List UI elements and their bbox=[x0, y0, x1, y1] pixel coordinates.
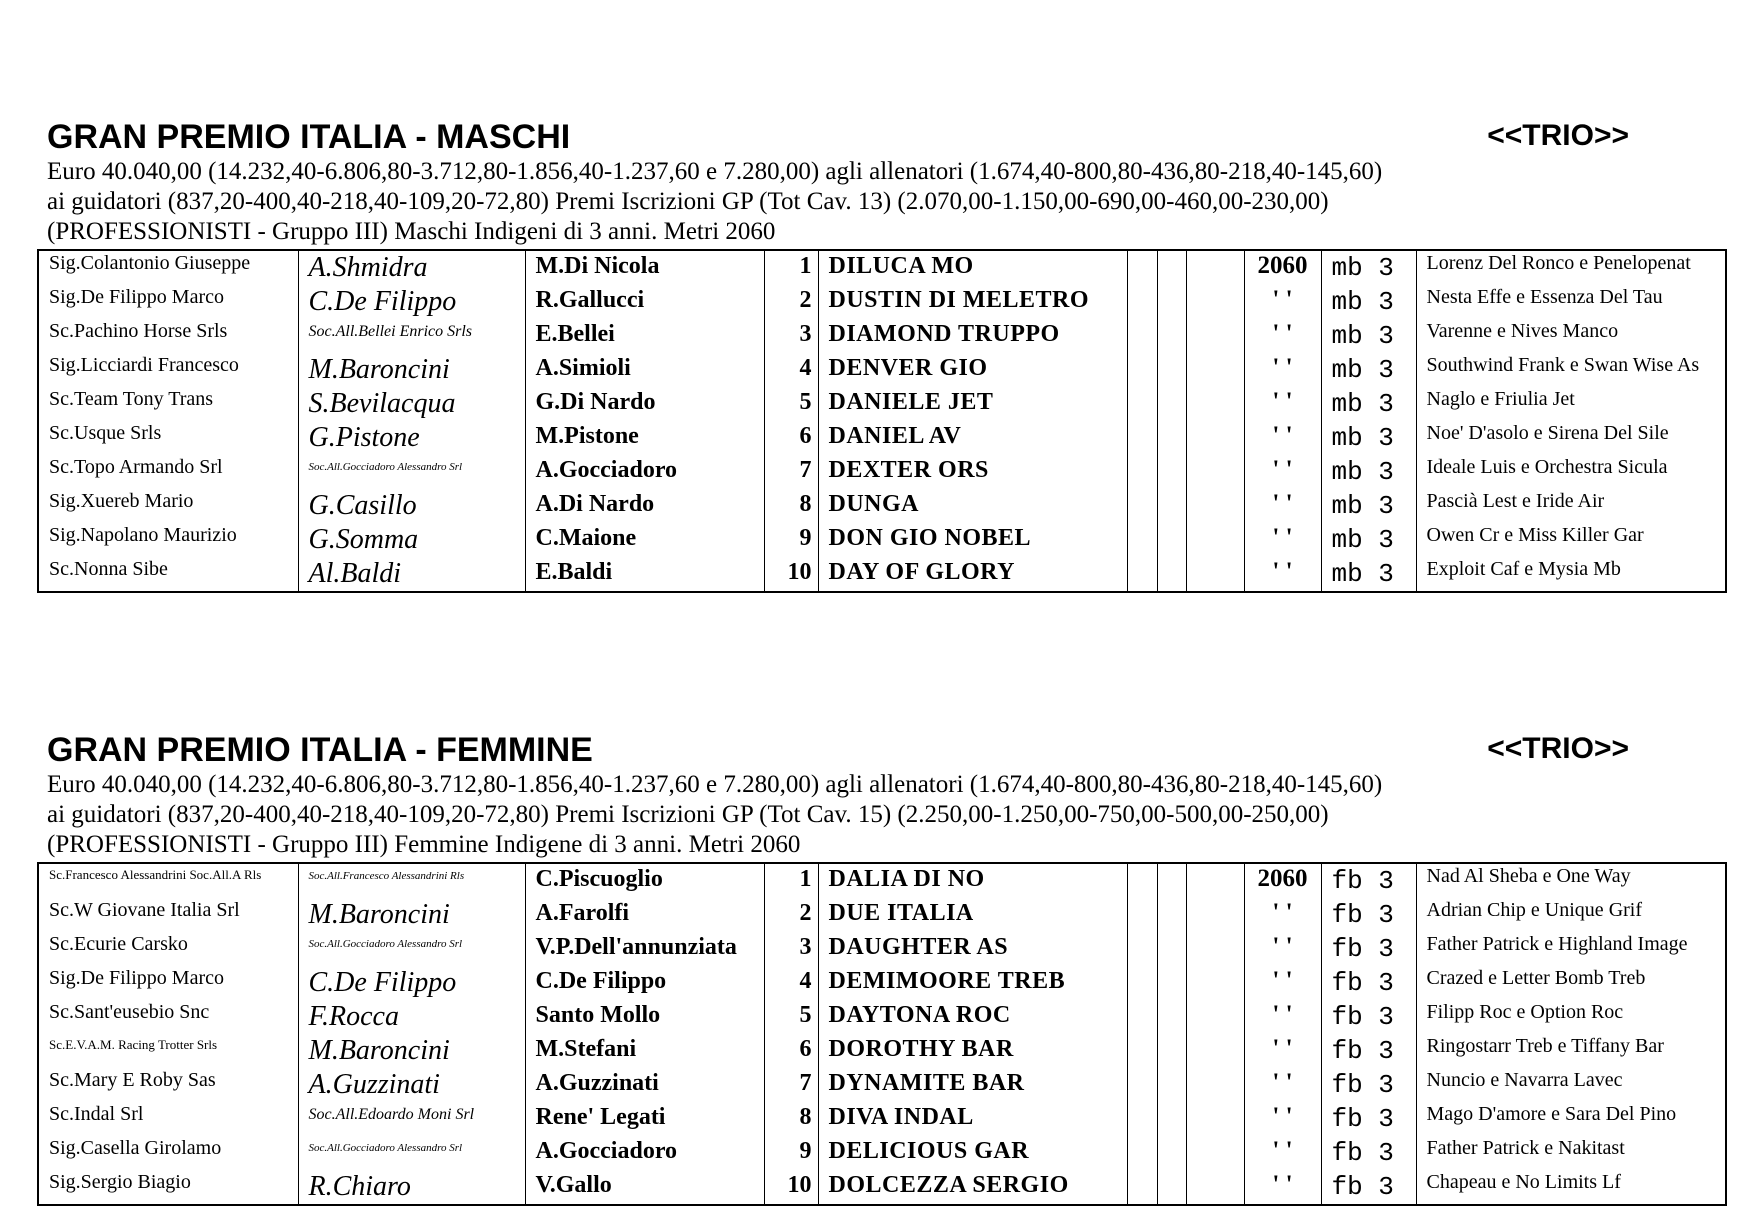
driver-cell: C.Piscuoglio bbox=[525, 863, 764, 898]
entries-table bbox=[37, 249, 1727, 593]
empty-cell bbox=[1157, 421, 1186, 455]
race-conditions-line: (PROFESSIONISTI - Gruppo III) Femmine Indigene di 3 anni. Metri 2060 bbox=[47, 831, 801, 858]
driver-cell: A.Simioli bbox=[525, 353, 764, 387]
empty-cell bbox=[1127, 523, 1157, 557]
owner-cell: Sc.Nonna Sibe bbox=[49, 558, 168, 580]
empty-cell bbox=[1157, 489, 1186, 523]
number-cell: 5 bbox=[764, 387, 818, 421]
empty-cell bbox=[1127, 1170, 1157, 1205]
distance-cell: ' ' bbox=[1244, 489, 1321, 523]
entry-row bbox=[38, 523, 1726, 557]
number-cell: 7 bbox=[764, 1068, 818, 1102]
entry-row bbox=[38, 1102, 1726, 1136]
horse-name-cell: DIVA INDAL bbox=[818, 1102, 1127, 1136]
race-header bbox=[47, 730, 1725, 860]
driver-cell: A.Farolfi bbox=[525, 898, 764, 932]
trainer-cell: M.Baroncini bbox=[298, 353, 525, 387]
driver-cell: A.Gocciadoro bbox=[525, 455, 764, 489]
distance-cell: ' ' bbox=[1244, 421, 1321, 455]
empty-cell bbox=[1157, 523, 1186, 557]
number-cell: 9 bbox=[764, 1136, 818, 1170]
empty-cell bbox=[1127, 898, 1157, 932]
empty-cell bbox=[1157, 387, 1186, 421]
trainer-cell: Soc.All.Gocciadoro Alessandro Srl bbox=[298, 455, 525, 489]
entry-row bbox=[38, 1170, 1726, 1205]
distance-cell: ' ' bbox=[1244, 523, 1321, 557]
empty-cell bbox=[1127, 489, 1157, 523]
entry-row bbox=[38, 932, 1726, 966]
sex-age-cell: mb 3 bbox=[1321, 250, 1416, 285]
empty-cell bbox=[1186, 863, 1244, 898]
number-cell: 5 bbox=[764, 1000, 818, 1034]
sex-age-cell: mb 3 bbox=[1321, 387, 1416, 421]
entry-row bbox=[38, 319, 1726, 353]
owner-cell: Sc.Francesco Alessandrini Soc.All.A Rls bbox=[49, 867, 262, 882]
empty-cell bbox=[1157, 898, 1186, 932]
race-conditions-line: (PROFESSIONISTI - Gruppo III) Maschi Indigeni di 3 anni. Metri 2060 bbox=[47, 218, 776, 245]
horse-name-cell: DON GIO NOBEL bbox=[818, 523, 1127, 557]
owner-cell: Sig.Napolano Maurizio bbox=[49, 524, 237, 546]
owner-cell: Sc.Indal Srl bbox=[49, 1103, 144, 1125]
empty-cell bbox=[1186, 421, 1244, 455]
entry-row bbox=[38, 1068, 1726, 1102]
race-title: GRAN PREMIO ITALIA - MASCHI bbox=[47, 118, 571, 156]
breeding-cell: Naglo e Friulia Jet bbox=[1416, 387, 1726, 421]
sex-age-cell: fb 3 bbox=[1321, 932, 1416, 966]
bet-type-badge: <<TRIO>> bbox=[1487, 119, 1629, 152]
empty-cell bbox=[1157, 1170, 1186, 1205]
empty-cell bbox=[1157, 250, 1186, 285]
empty-cell bbox=[1157, 966, 1186, 1000]
distance-cell: ' ' bbox=[1244, 1000, 1321, 1034]
sex-age-cell: fb 3 bbox=[1321, 863, 1416, 898]
driver-cell: M.Pistone bbox=[525, 421, 764, 455]
driver-cell: Santo Mollo bbox=[525, 1000, 764, 1034]
number-cell: 3 bbox=[764, 932, 818, 966]
empty-cell bbox=[1127, 387, 1157, 421]
breeding-cell: Father Patrick e Highland Image bbox=[1416, 932, 1726, 966]
empty-cell bbox=[1186, 1034, 1244, 1068]
entry-row bbox=[38, 1034, 1726, 1068]
trainer-cell: M.Baroncini bbox=[298, 898, 525, 932]
empty-cell bbox=[1157, 1068, 1186, 1102]
empty-cell bbox=[1186, 1000, 1244, 1034]
empty-cell bbox=[1157, 1136, 1186, 1170]
empty-cell bbox=[1157, 1034, 1186, 1068]
sex-age-cell: mb 3 bbox=[1321, 421, 1416, 455]
number-cell: 2 bbox=[764, 898, 818, 932]
driver-cell: E.Bellei bbox=[525, 319, 764, 353]
empty-cell bbox=[1157, 285, 1186, 319]
distance-cell: ' ' bbox=[1244, 455, 1321, 489]
empty-cell bbox=[1186, 1068, 1244, 1102]
breeding-cell: Southwind Frank e Swan Wise As bbox=[1416, 353, 1726, 387]
distance-cell: ' ' bbox=[1244, 387, 1321, 421]
empty-cell bbox=[1186, 557, 1244, 592]
horse-name-cell: DIAMOND TRUPPO bbox=[818, 319, 1127, 353]
number-cell: 10 bbox=[764, 1170, 818, 1205]
empty-cell bbox=[1127, 250, 1157, 285]
distance-cell: ' ' bbox=[1244, 1136, 1321, 1170]
owner-cell: Sc.Topo Armando Srl bbox=[49, 456, 223, 478]
number-cell: 3 bbox=[764, 319, 818, 353]
empty-cell bbox=[1186, 898, 1244, 932]
owner-cell: Sig.De Filippo Marco bbox=[49, 967, 224, 989]
horse-name-cell: DOLCEZZA SERGIO bbox=[818, 1170, 1127, 1205]
entry-row bbox=[38, 387, 1726, 421]
breeding-cell: Pascià Lest e Iride Air bbox=[1416, 489, 1726, 523]
sex-age-cell: fb 3 bbox=[1321, 1000, 1416, 1034]
sex-age-cell: mb 3 bbox=[1321, 523, 1416, 557]
trainer-cell: G.Pistone bbox=[298, 421, 525, 455]
driver-cell: E.Baldi bbox=[525, 557, 764, 592]
breeding-cell: Varenne e Nives Manco bbox=[1416, 319, 1726, 353]
horse-name-cell: DAYTONA ROC bbox=[818, 1000, 1127, 1034]
owner-cell: Sig.Casella Girolamo bbox=[49, 1137, 222, 1159]
empty-cell bbox=[1186, 966, 1244, 1000]
distance-cell: ' ' bbox=[1244, 285, 1321, 319]
trainer-cell: C.De Filippo bbox=[298, 285, 525, 319]
empty-cell bbox=[1186, 932, 1244, 966]
number-cell: 2 bbox=[764, 285, 818, 319]
empty-cell bbox=[1127, 421, 1157, 455]
sex-age-cell: fb 3 bbox=[1321, 1170, 1416, 1205]
number-cell: 1 bbox=[764, 863, 818, 898]
entry-row bbox=[38, 455, 1726, 489]
horse-name-cell: DYNAMITE BAR bbox=[818, 1068, 1127, 1102]
sex-age-cell: fb 3 bbox=[1321, 898, 1416, 932]
driver-cell: A.Guzzinati bbox=[525, 1068, 764, 1102]
empty-cell bbox=[1157, 557, 1186, 592]
distance-cell: ' ' bbox=[1244, 966, 1321, 1000]
distance-cell: ' ' bbox=[1244, 898, 1321, 932]
horse-name-cell: DUSTIN DI MELETRO bbox=[818, 285, 1127, 319]
sex-age-cell: fb 3 bbox=[1321, 1068, 1416, 1102]
breeding-cell: Ideale Luis e Orchestra Sicula bbox=[1416, 455, 1726, 489]
empty-cell bbox=[1127, 1102, 1157, 1136]
distance-cell: ' ' bbox=[1244, 353, 1321, 387]
trainer-cell: F.Rocca bbox=[298, 1000, 525, 1034]
trainer-cell: C.De Filippo bbox=[298, 966, 525, 1000]
empty-cell bbox=[1186, 319, 1244, 353]
number-cell: 6 bbox=[764, 421, 818, 455]
driver-cell: C.De Filippo bbox=[525, 966, 764, 1000]
horse-name-cell: DILUCA MO bbox=[818, 250, 1127, 285]
distance-cell: ' ' bbox=[1244, 1034, 1321, 1068]
owner-cell: Sc.Mary E Roby Sas bbox=[49, 1069, 216, 1091]
breeding-cell: Nuncio e Navarra Lavec bbox=[1416, 1068, 1726, 1102]
empty-cell bbox=[1186, 1170, 1244, 1205]
distance-cell: ' ' bbox=[1244, 1068, 1321, 1102]
driver-cell: A.Di Nardo bbox=[525, 489, 764, 523]
empty-cell bbox=[1127, 932, 1157, 966]
empty-cell bbox=[1127, 285, 1157, 319]
distance-cell: ' ' bbox=[1244, 557, 1321, 592]
trainer-cell: G.Somma bbox=[298, 523, 525, 557]
sex-age-cell: mb 3 bbox=[1321, 455, 1416, 489]
sex-age-cell: mb 3 bbox=[1321, 489, 1416, 523]
empty-cell bbox=[1157, 1000, 1186, 1034]
trainer-cell: Soc.All.Edoardo Moni Srl bbox=[298, 1102, 525, 1136]
horse-name-cell: DEXTER ORS bbox=[818, 455, 1127, 489]
breeding-cell: Filipp Roc e Option Roc bbox=[1416, 1000, 1726, 1034]
trainer-cell: Soc.All.Gocciadoro Alessandro Srl bbox=[298, 1136, 525, 1170]
number-cell: 4 bbox=[764, 353, 818, 387]
breeding-cell: Crazed e Letter Bomb Treb bbox=[1416, 966, 1726, 1000]
trainer-cell: Soc.All.Bellei Enrico Srls bbox=[298, 319, 525, 353]
distance-cell: 2060 bbox=[1244, 250, 1321, 285]
number-cell: 10 bbox=[764, 557, 818, 592]
race-prize-line: ai guidatori (837,20-400,40-218,40-109,20-72,80) Premi Iscrizioni GP (Tot Cav. 15) (2.250,00-1.250,00-750,00-500,00-250,00) bbox=[47, 801, 1329, 828]
number-cell: 8 bbox=[764, 489, 818, 523]
empty-cell bbox=[1157, 932, 1186, 966]
empty-cell bbox=[1127, 319, 1157, 353]
owner-cell: Sig.Licciardi Francesco bbox=[49, 354, 239, 376]
number-cell: 8 bbox=[764, 1102, 818, 1136]
trainer-cell: M.Baroncini bbox=[298, 1034, 525, 1068]
breeding-cell: Lorenz Del Ronco e Penelopenat bbox=[1416, 250, 1726, 285]
horse-name-cell: DOROTHY BAR bbox=[818, 1034, 1127, 1068]
empty-cell bbox=[1157, 863, 1186, 898]
driver-cell: G.Di Nardo bbox=[525, 387, 764, 421]
owner-cell: Sig.Colantonio Giuseppe bbox=[49, 252, 251, 274]
number-cell: 4 bbox=[764, 966, 818, 1000]
distance-cell: ' ' bbox=[1244, 1170, 1321, 1205]
empty-cell bbox=[1127, 966, 1157, 1000]
empty-cell bbox=[1127, 455, 1157, 489]
driver-cell: V.P.Dell'annunziata bbox=[525, 932, 764, 966]
trainer-cell: S.Bevilacqua bbox=[298, 387, 525, 421]
race-block-femmine bbox=[37, 730, 1725, 1206]
empty-cell bbox=[1157, 353, 1186, 387]
race-prize-line: Euro 40.040,00 (14.232,40-6.806,80-3.712,80-1.856,40-1.237,60 e 7.280,00) agli allenatori (1.674,40-800,80-436,80-218,40-145,60) bbox=[47, 158, 1383, 185]
entry-row bbox=[38, 1136, 1726, 1170]
empty-cell bbox=[1127, 557, 1157, 592]
entry-row bbox=[38, 966, 1726, 1000]
breeding-cell: Chapeau e No Limits Lf bbox=[1416, 1170, 1726, 1205]
empty-cell bbox=[1127, 1034, 1157, 1068]
trainer-cell: Soc.All.Francesco Alessandrini Rls bbox=[298, 863, 525, 898]
number-cell: 7 bbox=[764, 455, 818, 489]
trainer-cell: Soc.All.Gocciadoro Alessandro Srl bbox=[298, 932, 525, 966]
driver-cell: V.Gallo bbox=[525, 1170, 764, 1205]
empty-cell bbox=[1157, 455, 1186, 489]
distance-cell: ' ' bbox=[1244, 319, 1321, 353]
driver-cell: R.Gallucci bbox=[525, 285, 764, 319]
sex-age-cell: mb 3 bbox=[1321, 557, 1416, 592]
breeding-cell: Owen Cr e Miss Killer Gar bbox=[1416, 523, 1726, 557]
empty-cell bbox=[1186, 1136, 1244, 1170]
entry-row bbox=[38, 1000, 1726, 1034]
horse-name-cell: DEMIMOORE TREB bbox=[818, 966, 1127, 1000]
entry-row bbox=[38, 863, 1726, 898]
empty-cell bbox=[1186, 250, 1244, 285]
empty-cell bbox=[1186, 489, 1244, 523]
entry-row bbox=[38, 421, 1726, 455]
entry-row bbox=[38, 353, 1726, 387]
horse-name-cell: DANIEL AV bbox=[818, 421, 1127, 455]
owner-cell: Sc.Pachino Horse Srls bbox=[49, 320, 228, 342]
trainer-cell: A.Shmidra bbox=[298, 250, 525, 285]
race-header bbox=[47, 117, 1725, 247]
owner-cell: Sc.Sant'eusebio Snc bbox=[49, 1001, 210, 1023]
driver-cell: M.Stefani bbox=[525, 1034, 764, 1068]
empty-cell bbox=[1157, 319, 1186, 353]
horse-name-cell: DAY OF GLORY bbox=[818, 557, 1127, 592]
empty-cell bbox=[1186, 523, 1244, 557]
race-prize-line: Euro 40.040,00 (14.232,40-6.806,80-3.712,80-1.856,40-1.237,60 e 7.280,00) agli allenatori (1.674,40-800,80-436,80-218,40-145,60) bbox=[47, 771, 1383, 798]
empty-cell bbox=[1186, 387, 1244, 421]
race-prize-line: ai guidatori (837,20-400,40-218,40-109,20-72,80) Premi Iscrizioni GP (Tot Cav. 13) (2.070,00-1.150,00-690,00-460,00-230,00) bbox=[47, 188, 1329, 215]
horse-name-cell: DUNGA bbox=[818, 489, 1127, 523]
breeding-cell: Mago D'amore e Sara Del Pino bbox=[1416, 1102, 1726, 1136]
empty-cell bbox=[1186, 353, 1244, 387]
trainer-cell: Al.Baldi bbox=[298, 557, 525, 592]
trainer-cell: A.Guzzinati bbox=[298, 1068, 525, 1102]
number-cell: 6 bbox=[764, 1034, 818, 1068]
sex-age-cell: mb 3 bbox=[1321, 319, 1416, 353]
trainer-cell: R.Chiaro bbox=[298, 1170, 525, 1205]
distance-cell: 2060 bbox=[1244, 863, 1321, 898]
horse-name-cell: DALIA DI NO bbox=[818, 863, 1127, 898]
sex-age-cell: fb 3 bbox=[1321, 1102, 1416, 1136]
sex-age-cell: fb 3 bbox=[1321, 1136, 1416, 1170]
horse-name-cell: DANIELE JET bbox=[818, 387, 1127, 421]
entry-row bbox=[38, 557, 1726, 592]
driver-cell: M.Di Nicola bbox=[525, 250, 764, 285]
empty-cell bbox=[1157, 1102, 1186, 1136]
entry-row bbox=[38, 489, 1726, 523]
number-cell: 1 bbox=[764, 250, 818, 285]
breeding-cell: Nad Al Sheba e One Way bbox=[1416, 863, 1726, 898]
empty-cell bbox=[1127, 353, 1157, 387]
breeding-cell: Noe' D'asolo e Sirena Del Sile bbox=[1416, 421, 1726, 455]
driver-cell: C.Maione bbox=[525, 523, 764, 557]
owner-cell: Sig.Sergio Biagio bbox=[49, 1171, 191, 1193]
horse-name-cell: DENVER GIO bbox=[818, 353, 1127, 387]
owner-cell: Sc.E.V.A.M. Racing Trotter Srls bbox=[49, 1037, 218, 1052]
breeding-cell: Exploit Caf e Mysia Mb bbox=[1416, 557, 1726, 592]
breeding-cell: Nesta Effe e Essenza Del Tau bbox=[1416, 285, 1726, 319]
breeding-cell: Father Patrick e Nakitast bbox=[1416, 1136, 1726, 1170]
horse-name-cell: DUE ITALIA bbox=[818, 898, 1127, 932]
owner-cell: Sc.Usque Srls bbox=[49, 422, 162, 444]
number-cell: 9 bbox=[764, 523, 818, 557]
entries-table bbox=[37, 862, 1727, 1206]
owner-cell: Sig.De Filippo Marco bbox=[49, 286, 224, 308]
empty-cell bbox=[1127, 1068, 1157, 1102]
entry-row bbox=[38, 250, 1726, 285]
owner-cell: Sc.W Giovane Italia Srl bbox=[49, 899, 240, 921]
empty-cell bbox=[1127, 863, 1157, 898]
trainer-cell: G.Casillo bbox=[298, 489, 525, 523]
driver-cell: A.Gocciadoro bbox=[525, 1136, 764, 1170]
empty-cell bbox=[1127, 1136, 1157, 1170]
empty-cell bbox=[1186, 455, 1244, 489]
race-block-maschi bbox=[37, 117, 1725, 593]
empty-cell bbox=[1186, 285, 1244, 319]
empty-cell bbox=[1127, 1000, 1157, 1034]
distance-cell: ' ' bbox=[1244, 1102, 1321, 1136]
distance-cell: ' ' bbox=[1244, 932, 1321, 966]
owner-cell: Sc.Team Tony Trans bbox=[49, 388, 214, 410]
empty-cell bbox=[1186, 1102, 1244, 1136]
owner-cell: Sc.Ecurie Carsko bbox=[49, 933, 188, 955]
driver-cell: Rene' Legati bbox=[525, 1102, 764, 1136]
breeding-cell: Ringostarr Treb e Tiffany Bar bbox=[1416, 1034, 1726, 1068]
race-title: GRAN PREMIO ITALIA - FEMMINE bbox=[47, 731, 593, 769]
breeding-cell: Adrian Chip e Unique Grif bbox=[1416, 898, 1726, 932]
entry-row bbox=[38, 898, 1726, 932]
sex-age-cell: fb 3 bbox=[1321, 1034, 1416, 1068]
bet-type-badge: <<TRIO>> bbox=[1487, 732, 1629, 765]
sex-age-cell: mb 3 bbox=[1321, 285, 1416, 319]
sex-age-cell: fb 3 bbox=[1321, 966, 1416, 1000]
entry-row bbox=[38, 285, 1726, 319]
owner-cell: Sig.Xuereb Mario bbox=[49, 490, 194, 512]
horse-name-cell: DAUGHTER AS bbox=[818, 932, 1127, 966]
horse-name-cell: DELICIOUS GAR bbox=[818, 1136, 1127, 1170]
sex-age-cell: mb 3 bbox=[1321, 353, 1416, 387]
